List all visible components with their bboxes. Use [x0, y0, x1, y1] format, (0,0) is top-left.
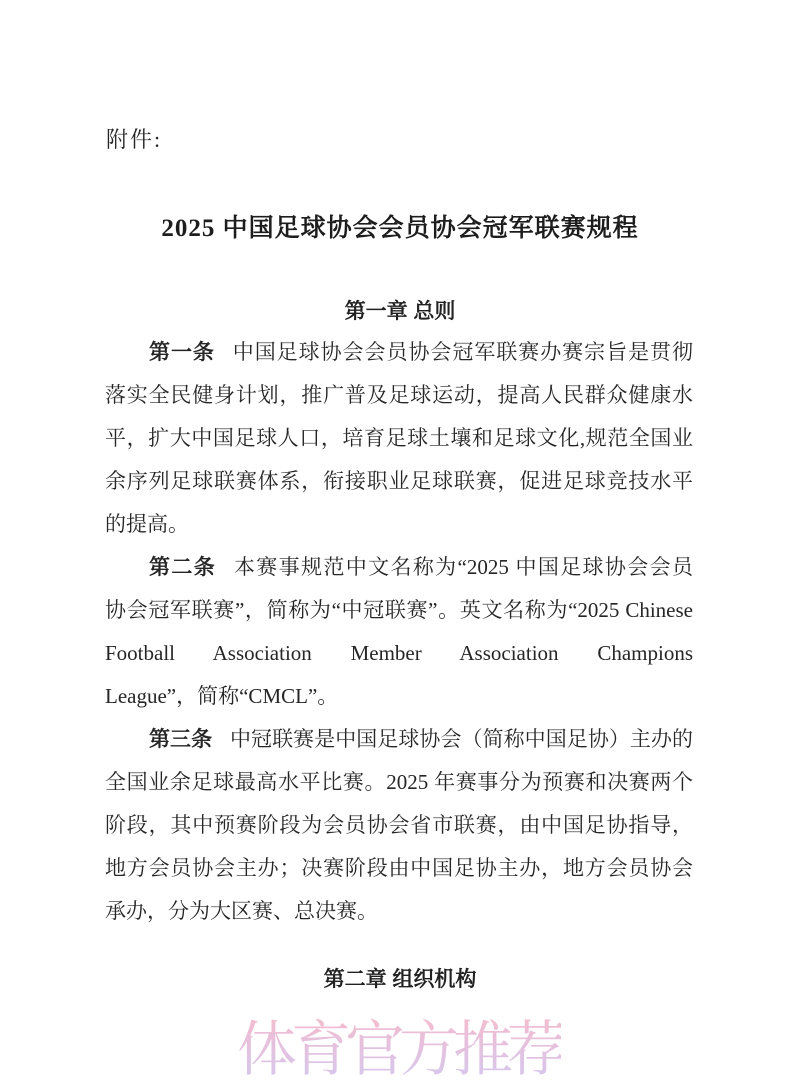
article-3-label: 第三条: [149, 727, 213, 751]
article-1-line-5: 的提高。: [105, 512, 189, 536]
document-title: 2025 中国足球协会会员协会冠军联赛规程: [161, 215, 639, 242]
article-2-line-3: Football Association Member Association Champions: [105, 641, 693, 665]
article-2-line-1-text: 本赛事规范中文名称为“2025 中国足球协会会员: [233, 555, 694, 579]
article-3-line-5: 承办，分为大区赛、总决赛。: [105, 899, 378, 923]
article-3-line-4: 地方会员协会主办；决赛阶段由中国足协主办，地方会员协会: [105, 856, 693, 880]
article-2-label: 第二条: [149, 555, 217, 579]
article-3-line-3: 阶段，其中预赛阶段为会员协会省市联赛，由中国足协指导，: [105, 813, 693, 837]
article-2-line-4: League”，简称“CMCL”。: [105, 684, 339, 708]
watermark: 体育官方推荐: [237, 1002, 561, 1088]
chapter-1-heading: 第一章 总则: [344, 300, 456, 323]
article-3-line-1: [105, 718, 693, 761]
chapter-2-heading: 第二章 组织机构: [323, 968, 477, 991]
article-1-label: 第一条: [149, 340, 215, 364]
article-2-line-2: 协会冠军联赛”，简称为“中冠联赛”。英文名称为“2025 Chinese: [105, 598, 693, 622]
article-1-line-3: 平，扩大中国足球人口，培育足球土壤和足球文化,规范全国业: [105, 426, 693, 450]
article-3-line-2: 全国业余足球最高水平比赛。2025 年赛事分为预赛和决赛两个: [105, 770, 693, 794]
article-2-line-1: [105, 546, 693, 589]
document-body: [105, 331, 693, 933]
attachment-label: 附件:: [106, 127, 163, 152]
article-3-line-1-text: 中冠联赛是中国足球协会（简称中国足协）主办的: [230, 727, 694, 751]
article-1-line-4: 余序列足球联赛体系，衔接职业足球联赛，促进足球竞技水平: [105, 469, 693, 493]
article-1-line-1: [105, 331, 693, 374]
article-1-line-2: 落实全民健身计划，推广普及足球运动，提高人民群众健康水: [105, 383, 693, 407]
article-1-line-1-text: 中国足球协会会员协会冠军联赛办赛宗旨是贯彻: [232, 340, 693, 364]
